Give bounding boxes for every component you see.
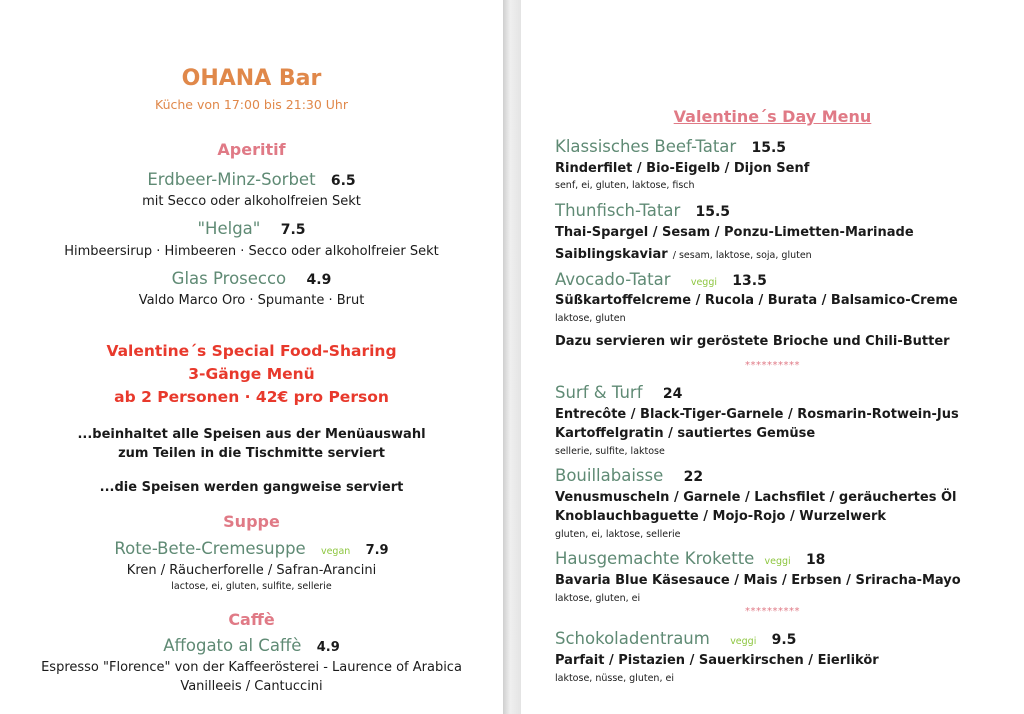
allergens: lactose, ei, gluten, sulfite, sellerie [171,581,332,592]
dish-price: 24 [662,386,683,402]
dish-description: Himbeersirup · Himbeeren · Secco oder alkoholfreier Sekt [64,244,439,259]
special-line-3: ab 2 Personen · 42€ pro Person [114,388,389,406]
menu-title: Valentine´s Day Menu [673,107,872,126]
dish-price: 13.5 [732,273,767,289]
dish-description: Knoblauchbaguette / Mojo-Rojo / Wurzelwerk [555,509,887,524]
dish-description: Entrecôte / Black-Tiger-Garnele / Rosmarin-Rotwein-Jus [555,407,959,422]
soup-item [0,540,503,559]
kitchen-hours: Küche von 17:00 bis 21:30 Uhr [155,97,348,112]
dish-price: 15.5 [751,140,787,156]
right-menu-page [521,0,1024,714]
menu-item [555,138,786,157]
dish-description: mit Secco oder alkoholfreien Sekt [142,194,361,209]
separator: ********** [745,606,800,617]
dish-name: Thunfisch-Tatar [555,201,681,220]
brioche-note: Dazu servieren wir geröstete Brioche und Chili-Butter [555,334,950,349]
special-line-2: 3-Gänge Menü [188,365,315,383]
dish-price: 22 [683,469,704,485]
dish-name: Glas Prosecco [171,269,287,288]
allergens: / sesam, laktose, soja, gluten [672,250,812,261]
bar-name: OHANA Bar [181,66,322,91]
special-note-3: ...die Speisen werden gangweise serviert [99,480,404,495]
dish-description: Saiblingskaviar [555,247,668,262]
separator: ********** [745,360,800,371]
dish-price: 15.5 [695,204,731,220]
dish-description: Bavaria Blue Käsesauce / Mais / Erbsen / Sriracha-Mayo [555,573,961,588]
allergens: senf, ei, gluten, laktose, fisch [555,180,695,191]
dish-description: Valdo Marco Oro · Spumante · Brut [138,293,365,308]
dish-price: 7.5 [280,222,306,238]
menu-item [555,550,825,569]
dish-name: Affogato al Caffè [163,636,302,655]
dish-price: 7.9 [365,543,389,558]
page-gutter [503,0,521,714]
allergens: sellerie, sulfite, laktose [555,446,665,457]
dish-description: Thai-Spargel / Sesam / Ponzu-Limetten-Marinade [555,225,914,240]
menu-item [555,467,703,486]
aperitif-item [0,270,503,289]
veggi-tag: veggi [730,636,757,647]
dish-price: 4.9 [316,640,340,655]
dish-price: 9.5 [771,632,797,648]
vegan-tag: vegan [320,546,351,557]
suppe-heading: Suppe [223,512,280,531]
dish-description: Rinderfilet / Bio-Eigelb / Dijon Senf [555,161,810,176]
dish-description: Kartoffelgratin / sautiertes Gemüse [555,426,816,441]
aperitif-item [0,171,503,190]
dish-price: 18 [805,552,826,568]
menu-item [555,384,682,403]
dish-description: Venusmuscheln / Garnele / Lachsfilet / geräuchertes Öl [555,490,957,505]
dish-name: Bouillabaisse [555,466,664,485]
menu-item [555,271,767,290]
allergens: gluten, ei, laktose, sellerie [555,529,681,540]
special-line-1: Valentine´s Special Food-Sharing [106,342,397,360]
aperitif-heading: Aperitif [217,140,286,159]
aperitif-item [0,220,503,239]
special-note-1: ...beinhaltet alle Speisen aus der Menüauswahl [77,427,426,442]
caffe-item [0,637,503,656]
dish-name: Avocado-Tatar [555,270,671,289]
left-menu-page [0,0,503,714]
dish-name: Schokoladentraum [555,629,710,648]
special-note-2: zum Teilen in die Tischmitte serviert [118,446,385,461]
dish-price: 6.5 [330,173,356,189]
dish-price: 4.9 [306,272,332,288]
dish-name: Erdbeer-Minz-Sorbet [147,170,316,189]
allergens: laktose, gluten, ei [555,593,641,604]
dish-name: Rote-Bete-Cremesuppe [114,539,306,558]
dish-description-line [555,244,812,263]
veggi-tag: veggi [690,277,718,288]
dish-name: "Helga" [197,219,261,238]
veggi-tag: veggi [764,556,791,567]
dish-name: Hausgemachte Krokette [555,549,755,568]
dish-description: Vanilleeis / Cantuccini [180,679,323,694]
dish-name: Surf & Turf [555,383,643,402]
dish-description: Süßkartoffelcreme / Rucola / Burata / Balsamico-Creme [555,293,958,308]
allergens: laktose, gluten [555,313,626,324]
allergens: laktose, nüsse, gluten, ei [555,673,674,684]
dish-description: Kren / Räucherforelle / Safran-Arancini [126,563,377,578]
dish-name: Klassisches Beef-Tatar [555,137,737,156]
dish-description: Espresso "Florence" von der Kaffeerösterei - Laurence of Arabica [41,660,462,675]
menu-item [555,630,796,649]
menu-item [555,202,730,221]
caffe-heading: Caffè [228,610,275,629]
dish-description: Parfait / Pistazien / Sauerkirschen / Eierlikör [555,653,879,668]
